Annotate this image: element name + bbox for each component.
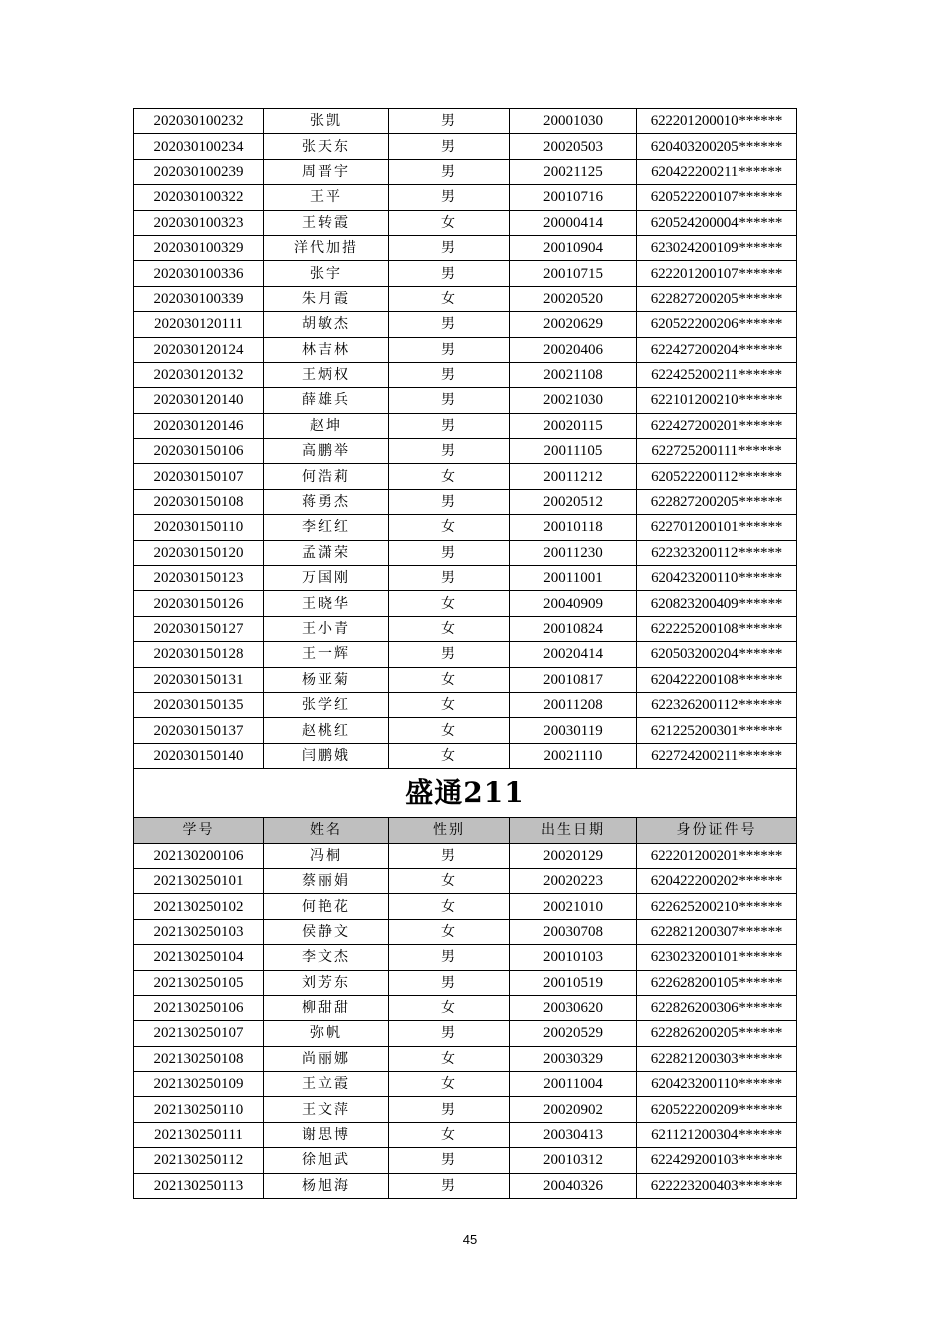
- birth-date-cell: 20030119: [510, 718, 637, 743]
- header-birth-date: 出生日期: [510, 818, 637, 843]
- birth-date-cell: 20010519: [510, 970, 637, 995]
- gender-cell: 男: [389, 159, 510, 184]
- student-id-cell: 202130250101: [134, 868, 264, 893]
- id-card-cell: 622225200108******: [637, 616, 797, 641]
- student-id-cell: 202030100323: [134, 210, 264, 235]
- table-row: [134, 642, 797, 667]
- page-number: 45: [462, 1232, 478, 1247]
- id-card-cell: 622826200306******: [637, 995, 797, 1020]
- id-card-cell: 622628200105******: [637, 970, 797, 995]
- gender-cell: 男: [389, 235, 510, 260]
- id-card-cell: 620522200209******: [637, 1097, 797, 1122]
- id-card-cell: 620524200004******: [637, 210, 797, 235]
- name-cell: 孟潇荣: [264, 540, 389, 565]
- table-row: [134, 261, 797, 286]
- name-cell: 谢思博: [264, 1122, 389, 1147]
- student-roster-table: [133, 108, 797, 1199]
- birth-date-cell: 20040326: [510, 1173, 637, 1198]
- gender-cell: 女: [389, 515, 510, 540]
- table-row: [134, 1122, 797, 1147]
- id-card-cell: 620423200110******: [637, 566, 797, 591]
- gender-cell: 男: [389, 642, 510, 667]
- birth-date-cell: 20020223: [510, 868, 637, 893]
- gender-cell: 女: [389, 919, 510, 944]
- student-id-cell: 202030150140: [134, 743, 264, 768]
- gender-cell: 男: [389, 413, 510, 438]
- section-block: [134, 769, 797, 843]
- gender-cell: 女: [389, 616, 510, 641]
- student-id-cell: 202130250109: [134, 1072, 264, 1097]
- table-row: [134, 109, 797, 134]
- name-cell: 杨旭海: [264, 1173, 389, 1198]
- birth-date-cell: 20030329: [510, 1046, 637, 1071]
- table-row: [134, 413, 797, 438]
- id-card-cell: 622821200307******: [637, 919, 797, 944]
- id-card-cell: 620522200112******: [637, 464, 797, 489]
- student-id-cell: 202030150131: [134, 667, 264, 692]
- table-row: [134, 868, 797, 893]
- table-row: [134, 235, 797, 260]
- table-row: [134, 995, 797, 1020]
- id-card-cell: 620422200202******: [637, 868, 797, 893]
- roster-bottom-body: [134, 843, 797, 1198]
- student-id-cell: 202030150110: [134, 515, 264, 540]
- student-id-cell: 202030120111: [134, 312, 264, 337]
- name-cell: 徐旭武: [264, 1148, 389, 1173]
- student-id-cell: 202030100339: [134, 286, 264, 311]
- id-card-cell: 622701200101******: [637, 515, 797, 540]
- id-card-cell: 622827200205******: [637, 286, 797, 311]
- birth-date-cell: 20010716: [510, 185, 637, 210]
- student-id-cell: 202130250110: [134, 1097, 264, 1122]
- name-cell: 朱月霞: [264, 286, 389, 311]
- name-cell: 王炳权: [264, 362, 389, 387]
- gender-cell: 男: [389, 134, 510, 159]
- table-row: [134, 919, 797, 944]
- table-row: [134, 970, 797, 995]
- id-card-cell: 620423200110******: [637, 1072, 797, 1097]
- student-id-cell: 202030150128: [134, 642, 264, 667]
- name-cell: 赵桃红: [264, 718, 389, 743]
- table-row: [134, 616, 797, 641]
- roster-top-body: [134, 109, 797, 769]
- table-row: [134, 312, 797, 337]
- table-row: [134, 1021, 797, 1046]
- student-id-cell: 202130250113: [134, 1173, 264, 1198]
- birth-date-cell: 20020115: [510, 413, 637, 438]
- birth-date-cell: 20011212: [510, 464, 637, 489]
- student-id-cell: 202030100329: [134, 235, 264, 260]
- name-cell: 柳甜甜: [264, 995, 389, 1020]
- name-cell: 赵坤: [264, 413, 389, 438]
- student-id-cell: 202030150123: [134, 566, 264, 591]
- table-row: [134, 159, 797, 184]
- birth-date-cell: 20021030: [510, 388, 637, 413]
- birth-date-cell: 20030708: [510, 919, 637, 944]
- table-row: [134, 945, 797, 970]
- birth-date-cell: 20021125: [510, 159, 637, 184]
- name-cell: 王转霞: [264, 210, 389, 235]
- student-id-cell: 202030150106: [134, 439, 264, 464]
- name-cell: 蔡丽娟: [264, 868, 389, 893]
- gender-cell: 女: [389, 464, 510, 489]
- gender-cell: 女: [389, 692, 510, 717]
- student-id-cell: 202030100232: [134, 109, 264, 134]
- header-id-card: 身份证件号: [637, 818, 797, 843]
- student-id-cell: 202130250106: [134, 995, 264, 1020]
- gender-cell: 男: [389, 312, 510, 337]
- table-row: [134, 515, 797, 540]
- name-cell: 闫鹏娥: [264, 743, 389, 768]
- name-cell: 王晓华: [264, 591, 389, 616]
- birth-date-cell: 20001030: [510, 109, 637, 134]
- table-row: [134, 210, 797, 235]
- student-id-cell: 202130250107: [134, 1021, 264, 1046]
- name-cell: 薛雄兵: [264, 388, 389, 413]
- section-title: 盛通211: [134, 769, 797, 818]
- student-id-cell: 202130250105: [134, 970, 264, 995]
- birth-date-cell: 20011230: [510, 540, 637, 565]
- table-row: [134, 1097, 797, 1122]
- gender-cell: 女: [389, 210, 510, 235]
- table-row: [134, 134, 797, 159]
- name-cell: 高鹏举: [264, 439, 389, 464]
- student-id-cell: 202030120146: [134, 413, 264, 438]
- student-id-cell: 202030150107: [134, 464, 264, 489]
- student-id-cell: 202030150108: [134, 489, 264, 514]
- name-cell: 李文杰: [264, 945, 389, 970]
- id-card-cell: 622323200112******: [637, 540, 797, 565]
- table-row: [134, 464, 797, 489]
- name-cell: 王文萍: [264, 1097, 389, 1122]
- birth-date-cell: 20020503: [510, 134, 637, 159]
- table-row: [134, 566, 797, 591]
- birth-date-cell: 20020512: [510, 489, 637, 514]
- name-cell: 王小青: [264, 616, 389, 641]
- student-id-cell: 202030150126: [134, 591, 264, 616]
- table-row: [134, 1173, 797, 1198]
- id-card-cell: 620403200205******: [637, 134, 797, 159]
- name-cell: 王立霞: [264, 1072, 389, 1097]
- table-row: [134, 894, 797, 919]
- name-cell: 冯桐: [264, 843, 389, 868]
- table-row: [134, 362, 797, 387]
- student-id-cell: 202030150120: [134, 540, 264, 565]
- birth-date-cell: 20011208: [510, 692, 637, 717]
- student-id-cell: 202130250112: [134, 1148, 264, 1173]
- birth-date-cell: 20020406: [510, 337, 637, 362]
- table-row: [134, 337, 797, 362]
- student-id-cell: 202030120132: [134, 362, 264, 387]
- table-row: [134, 743, 797, 768]
- name-cell: 侯静文: [264, 919, 389, 944]
- birth-date-cell: 20010118: [510, 515, 637, 540]
- birth-date-cell: 20020902: [510, 1097, 637, 1122]
- birth-date-cell: 20020129: [510, 843, 637, 868]
- name-cell: 王平: [264, 185, 389, 210]
- table-row: [134, 843, 797, 868]
- birth-date-cell: 20010824: [510, 616, 637, 641]
- gender-cell: 男: [389, 1021, 510, 1046]
- id-card-cell: 621225200301******: [637, 718, 797, 743]
- birth-date-cell: 20011004: [510, 1072, 637, 1097]
- table-row: [134, 718, 797, 743]
- id-card-cell: 622625200210******: [637, 894, 797, 919]
- birth-date-cell: 20021110: [510, 743, 637, 768]
- gender-cell: 女: [389, 743, 510, 768]
- gender-cell: 女: [389, 667, 510, 692]
- table-row: [134, 439, 797, 464]
- gender-cell: 女: [389, 868, 510, 893]
- name-cell: 王一辉: [264, 642, 389, 667]
- name-cell: 杨亚菊: [264, 667, 389, 692]
- table-row: [134, 489, 797, 514]
- name-cell: 洋代加措: [264, 235, 389, 260]
- student-id-cell: 202030150135: [134, 692, 264, 717]
- birth-date-cell: 20011105: [510, 439, 637, 464]
- student-id-cell: 202030100336: [134, 261, 264, 286]
- id-card-cell: 620522200206******: [637, 312, 797, 337]
- name-cell: 何艳花: [264, 894, 389, 919]
- student-id-cell: 202030150137: [134, 718, 264, 743]
- student-id-cell: 202130250111: [134, 1122, 264, 1147]
- id-card-cell: 620422200108******: [637, 667, 797, 692]
- gender-cell: 男: [389, 362, 510, 387]
- birth-date-cell: 20020529: [510, 1021, 637, 1046]
- birth-date-cell: 20010817: [510, 667, 637, 692]
- table-row: [134, 667, 797, 692]
- table-row: [134, 286, 797, 311]
- gender-cell: 女: [389, 1072, 510, 1097]
- table-row: [134, 185, 797, 210]
- id-card-cell: 622425200211******: [637, 362, 797, 387]
- gender-cell: 女: [389, 1122, 510, 1147]
- id-card-cell: 622427200204******: [637, 337, 797, 362]
- id-card-cell: 622725200111******: [637, 439, 797, 464]
- column-header-row: [134, 818, 797, 843]
- birth-date-cell: 20010715: [510, 261, 637, 286]
- table-row: [134, 388, 797, 413]
- student-id-cell: 202130250103: [134, 919, 264, 944]
- gender-cell: 男: [389, 337, 510, 362]
- birth-date-cell: 20010103: [510, 945, 637, 970]
- student-id-cell: 202130250104: [134, 945, 264, 970]
- gender-cell: 男: [389, 489, 510, 514]
- gender-cell: 男: [389, 1173, 510, 1198]
- birth-date-cell: 20040909: [510, 591, 637, 616]
- id-card-cell: 622201200107******: [637, 261, 797, 286]
- section-title-row: [134, 769, 797, 818]
- gender-cell: 女: [389, 894, 510, 919]
- birth-date-cell: 20030620: [510, 995, 637, 1020]
- birth-date-cell: 20010904: [510, 235, 637, 260]
- name-cell: 弥帆: [264, 1021, 389, 1046]
- table-row: [134, 1072, 797, 1097]
- name-cell: 万国刚: [264, 566, 389, 591]
- gender-cell: 男: [389, 439, 510, 464]
- birth-date-cell: 20020520: [510, 286, 637, 311]
- gender-cell: 女: [389, 1046, 510, 1071]
- student-id-cell: 202030120140: [134, 388, 264, 413]
- gender-cell: 女: [389, 995, 510, 1020]
- header-name: 姓名: [264, 818, 389, 843]
- table-row: [134, 540, 797, 565]
- birth-date-cell: 20000414: [510, 210, 637, 235]
- id-card-cell: 622821200303******: [637, 1046, 797, 1071]
- gender-cell: 男: [389, 970, 510, 995]
- table-row: [134, 1148, 797, 1173]
- student-id-cell: 202030100322: [134, 185, 264, 210]
- table-row: [134, 692, 797, 717]
- birth-date-cell: 20021010: [510, 894, 637, 919]
- id-card-cell: 622827200205******: [637, 489, 797, 514]
- gender-cell: 女: [389, 591, 510, 616]
- id-card-cell: 622201200010******: [637, 109, 797, 134]
- gender-cell: 男: [389, 945, 510, 970]
- name-cell: 刘芳东: [264, 970, 389, 995]
- id-card-cell: 620422200211******: [637, 159, 797, 184]
- birth-date-cell: 20010312: [510, 1148, 637, 1173]
- gender-cell: 女: [389, 718, 510, 743]
- name-cell: 张凯: [264, 109, 389, 134]
- student-id-cell: 202030120124: [134, 337, 264, 362]
- id-card-cell: 620522200107******: [637, 185, 797, 210]
- id-card-cell: 622201200201******: [637, 843, 797, 868]
- header-student-id: 学号: [134, 818, 264, 843]
- id-card-cell: 622101200210******: [637, 388, 797, 413]
- table-row: [134, 591, 797, 616]
- gender-cell: 男: [389, 1097, 510, 1122]
- name-cell: 蒋勇杰: [264, 489, 389, 514]
- name-cell: 张学红: [264, 692, 389, 717]
- gender-cell: 男: [389, 566, 510, 591]
- name-cell: 张宇: [264, 261, 389, 286]
- gender-cell: 男: [389, 185, 510, 210]
- name-cell: 何浩莉: [264, 464, 389, 489]
- gender-cell: 男: [389, 843, 510, 868]
- id-card-cell: 622724200211******: [637, 743, 797, 768]
- table-row: [134, 1046, 797, 1071]
- birth-date-cell: 20030413: [510, 1122, 637, 1147]
- student-id-cell: 202130250108: [134, 1046, 264, 1071]
- id-card-cell: 622826200205******: [637, 1021, 797, 1046]
- name-cell: 林吉林: [264, 337, 389, 362]
- gender-cell: 男: [389, 540, 510, 565]
- student-id-cell: 202130200106: [134, 843, 264, 868]
- student-id-cell: 202130250102: [134, 894, 264, 919]
- id-card-cell: 622223200403******: [637, 1173, 797, 1198]
- gender-cell: 男: [389, 109, 510, 134]
- name-cell: 胡敏杰: [264, 312, 389, 337]
- id-card-cell: 620503200204******: [637, 642, 797, 667]
- id-card-cell: 621121200304******: [637, 1122, 797, 1147]
- id-card-cell: 622429200103******: [637, 1148, 797, 1173]
- student-id-cell: 202030100234: [134, 134, 264, 159]
- birth-date-cell: 20011001: [510, 566, 637, 591]
- birth-date-cell: 20021108: [510, 362, 637, 387]
- student-id-cell: 202030150127: [134, 616, 264, 641]
- name-cell: 周晋宇: [264, 159, 389, 184]
- header-gender: 性别: [389, 818, 510, 843]
- gender-cell: 男: [389, 388, 510, 413]
- name-cell: 尚丽娜: [264, 1046, 389, 1071]
- id-card-cell: 620823200409******: [637, 591, 797, 616]
- birth-date-cell: 20020629: [510, 312, 637, 337]
- student-id-cell: 202030100239: [134, 159, 264, 184]
- id-card-cell: 622427200201******: [637, 413, 797, 438]
- id-card-cell: 623023200101******: [637, 945, 797, 970]
- name-cell: 张天东: [264, 134, 389, 159]
- gender-cell: 男: [389, 1148, 510, 1173]
- gender-cell: 男: [389, 261, 510, 286]
- gender-cell: 女: [389, 286, 510, 311]
- birth-date-cell: 20020414: [510, 642, 637, 667]
- id-card-cell: 622326200112******: [637, 692, 797, 717]
- name-cell: 李红红: [264, 515, 389, 540]
- id-card-cell: 623024200109******: [637, 235, 797, 260]
